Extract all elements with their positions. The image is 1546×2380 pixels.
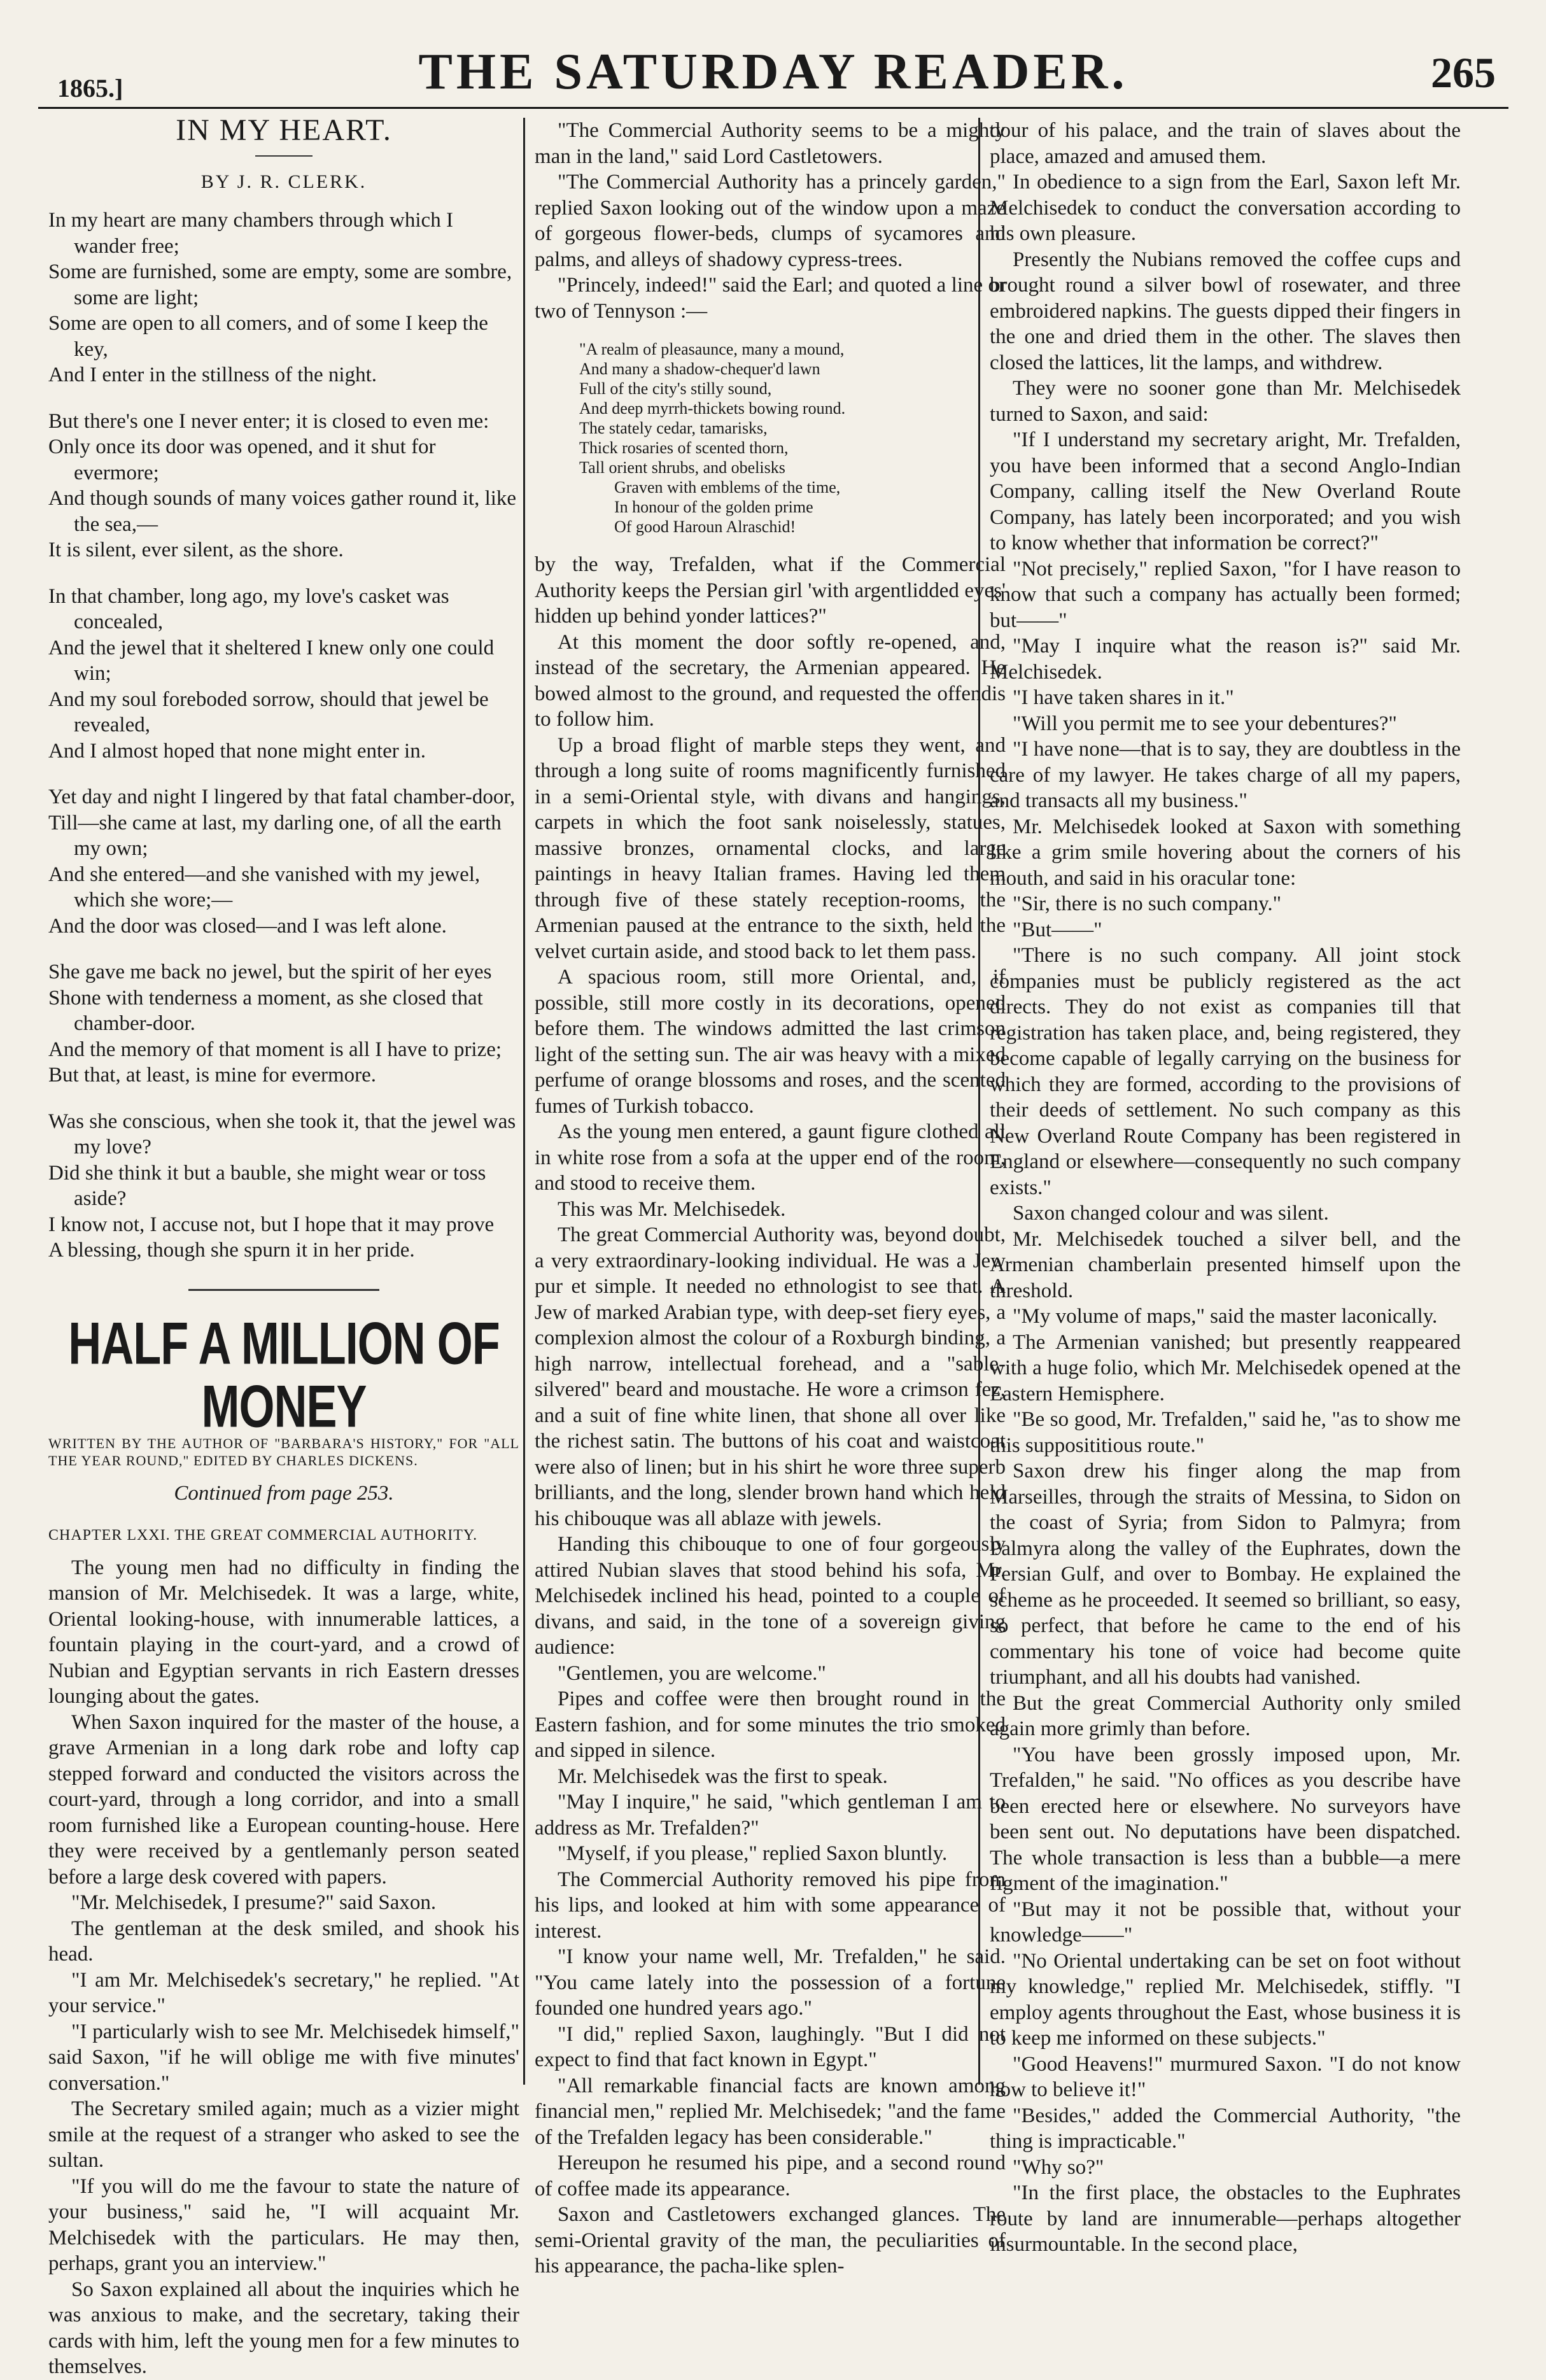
quote-line: Full of the city's stilly sound, <box>579 379 772 398</box>
paragraph: "Sir, there is no such company." <box>1013 892 1282 915</box>
paragraph: "I am Mr. Melchisedek's secretary," he replied. "At your service." <box>48 1968 519 2017</box>
continued-note: Continued from page 253. <box>174 1481 394 1505</box>
paragraph: "You have been grossly imposed upon, Mr. Trefalden," he said. "No offices as you describe have been erected here or elsewhere. No surveyors have been sent out. No deputations have been dispatched. The whole transaction is less than a bubble—a mere figment of the imagination." <box>990 1743 1461 1895</box>
paragraph: Up a broad flight of marble steps they went, and through a long suite of rooms magnificently furnished in a semi-Oriental style, with divans and hangings, carpets in which the foot sank noiselessly, statues, massive bronzes, ornamental clocks, and large paintings in heavy Italian frames. Having led them through five of these stately reception-rooms, the Armenian paused at the entrance to the sixth, held the velvet curtain aside, and stood back to let them pass. <box>535 733 1006 963</box>
poem-line: Did she think it but a bauble, she might wear or toss aside? <box>48 1161 486 1210</box>
quote-line: And deep myrrh-thickets bowing round. <box>579 399 846 418</box>
header-rule <box>38 107 1508 109</box>
paragraph: "I did," replied Saxon, laughingly. "But I did not expect to find that fact known in Egypt." <box>535 2022 1006 2071</box>
paragraph: As the young men entered, a gaunt figure clothed all in white rose from a sofa at the upper end of the room, and stood to receive them. <box>535 1120 1006 1195</box>
paragraph: "Mr. Melchisedek, I presume?" said Saxon. <box>71 1891 437 1914</box>
paragraph: A spacious room, still more Oriental, and, if possible, still more costly in its decorations, opened before them. The windows admitted the last crimson light of the setting sun. The air was heavy with a mixed perfume of orange blossoms and roses, and the scented fumes of Turkish tobacco. <box>535 966 1006 1118</box>
poem-stanza <box>48 409 519 563</box>
poem-line: Till—she came at last, my darling one, of all the earth my own; <box>48 811 502 860</box>
paragraph: "Why so?" <box>1013 2155 1104 2179</box>
poem-line: And my soul foreboded sorrow, should that jewel be revealed, <box>48 687 489 736</box>
paragraph: Saxon drew his finger along the map from Marseilles, through the straits of Messina, to Sidon on the coast of Syria; from Sidon to Palmyra; from Palmyra along the valley of the Euphrates, down the Persian Gulf, and over to Bombay. He explained the scheme as he proceeded. It seemed so brilliant, so easy, so perfect, that before he came to the end of his commentary his tone of voice had become quite triumphant, and all his doubts had vanished. <box>990 1460 1461 1689</box>
poem-line: But that, at least, is mine for evermore. <box>48 1064 377 1087</box>
paragraph: Handing this chibouque to one of four gorgeously attired Nubian slaves that stood behind his sofa, Mr. Melchisedek inclined his head, pointed to a couple of divans, and said, in the tone of a sovereign giving audience: <box>535 1533 1006 1659</box>
paragraph: They were no sooner gone than Mr. Melchisedek turned to Saxon, and said: <box>990 377 1461 426</box>
paragraph: The Armenian vanished; but presently reappeared with a huge folio, which Mr. Melchisedek opened at the Eastern Hemisphere. <box>990 1330 1461 1405</box>
page-number: 265 <box>1431 48 1496 97</box>
poem-line: And I enter in the stillness of the night. <box>48 363 377 386</box>
title-rule <box>255 155 313 157</box>
tennyson-quote <box>579 339 1006 537</box>
story-text-col2-a <box>535 118 1006 324</box>
quote-line: Of good Haroun Alraschid! <box>614 518 796 536</box>
paragraph: "May I inquire what the reason is?" said Mr. Melchisedek. <box>990 635 1461 684</box>
poem-line: And she entered—and she vanished with my jewel, which she wore;— <box>48 863 481 912</box>
paragraph: "I have none—that is to say, they are doubtless in the care of my lawyer. He takes charge of all my papers, and transacts all my business." <box>990 738 1461 812</box>
paragraph: But the great Commercial Authority only smiled again more grimly than before. <box>990 1691 1461 1740</box>
poem-line: She gave me back no jewel, but the spirit of her eyes <box>48 961 492 983</box>
year-label: 1865.] <box>57 74 123 102</box>
poem-line: And the door was closed—and I was left alone. <box>48 914 447 938</box>
quote-line: In honour of the golden prime <box>614 498 813 516</box>
paragraph: At this moment the door softly re-opened, and, instead of the secretary, the Armenian appeared. He bowed almost to the ground, and requested the offendis to follow him. <box>535 630 1006 731</box>
paragraph: In obedience to a sign from the Earl, Saxon left Mr. Melchisedek to conduct the conversation according to his own pleasure. <box>990 171 1461 245</box>
poem-line: I know not, I accuse not, but I hope that it may prove <box>48 1213 495 1236</box>
poem-line: Only once its door was opened, and it shut for evermore; <box>48 435 436 484</box>
quote-line: Thick rosaries of scented thorn, <box>579 439 789 457</box>
paragraph: "Will you permit me to see your debentures?" <box>1013 712 1397 735</box>
paragraph: The gentleman at the desk smiled, and shook his head. <box>48 1917 519 1966</box>
paragraph: Hereupon he resumed his pipe, and a second round of coffee made its appearance. <box>535 2151 1006 2200</box>
paragraph: Presently the Nubians removed the coffee cups and brought round a silver bowl of rosewater, and three embroidered napkins. The guests dipped their fingers in the one and dried them in the other. The slaves then closed the lattices, lit the lamps, and withdrew. <box>990 248 1461 374</box>
paragraph: "Not precisely," replied Saxon, "for I have reason to know that such a company has actually been formed; but——" <box>990 557 1461 632</box>
paragraph: The great Commercial Authority was, beyond doubt, a very extraordinary-looking individual. He was a Jew pur et simple. It needed no ethnologist to see that. A Jew of marked Arabian type, with deep-set fiery eyes, a complexion almost the colour of a Roxburgh binding, a high narrow, intellectual forehead, and a "sable-silvered" beard and moustache. He wore a crimson fez, and a suit of fine white linen, that shone all over like the richest satin. The buttons of his coat and waistcoat were also of linen; but in his shirt he wore three superb brilliants, and the long, slender brown hand which held his chibouque was all ablaze with jewels. <box>535 1223 1006 1530</box>
poem-title: IN MY HEART. <box>176 113 392 147</box>
poem-line: And I almost hoped that none might enter in. <box>48 739 426 763</box>
poem-line: Some are furnished, some are empty, some are sombre, some are light; <box>48 260 512 309</box>
masthead: THE SATURDAY READER. <box>418 44 1128 100</box>
paragraph: "I know your name well, Mr. Trefalden," he said. "You came lately into the possession of a fortune founded one hundred years ago." <box>535 1945 1006 2020</box>
poem-line: In my heart are many chambers through which I wander free; <box>48 209 453 258</box>
poem-line: And though sounds of many voices gather round it, like the sea,— <box>48 487 517 536</box>
paragraph: "If I understand my secretary aright, Mr. Trefalden, you have been informed that a second Anglo-Indian Company, calling itself the New Overland Route Company, has lately been incorporated; and you wish to know whether that information be correct?" <box>990 428 1461 554</box>
poem-line: Was she conscious, when she took it, that the jewel was my love? <box>48 1109 516 1158</box>
quote-line: Graven with emblems of the time, <box>614 478 841 496</box>
poem-line: A blessing, though she spurn it in her pride. <box>48 1239 415 1262</box>
paragraph: "Princely, indeed!" said the Earl; and quoted a line or two of Tennyson :— <box>535 274 1006 323</box>
quote-line: Tall orient shrubs, and obelisks <box>579 458 785 477</box>
paragraph: Saxon changed colour and was silent. <box>1013 1202 1329 1225</box>
poem-stanza <box>48 784 519 939</box>
paragraph: "Good Heavens!" murmured Saxon. "I do not know how to believe it!" <box>990 2052 1461 2101</box>
paragraph: "Myself, if you please," replied Saxon bluntly. <box>558 1842 948 1865</box>
paragraph: "My volume of maps," said the master laconically. <box>1013 1305 1438 1328</box>
paragraph: "May I inquire," he said, "which gentleman I am to address as Mr. Trefalden?" <box>535 1791 1006 1840</box>
poem-byline: BY J. R. CLERK. <box>200 171 367 192</box>
paragraph: by the way, Trefalden, what if the Commercial Authority keeps the Persian girl 'with argentlidded eyes' hidden up behind yonder lattices?" <box>535 553 1006 628</box>
poem-line: And the memory of that moment is all I have to prize; <box>48 1038 502 1061</box>
poem-body <box>48 208 519 1264</box>
paragraph: Mr. Melchisedek was the first to speak. <box>558 1764 888 1788</box>
column-3 <box>990 118 1461 2258</box>
poem-line: Yet day and night I lingered by that fatal chamber-door, <box>48 785 516 808</box>
paragraph: "Gentlemen, you are welcome." <box>558 1661 826 1685</box>
story-text-col1 <box>48 1555 519 2380</box>
paragraph: dour of his palace, and the train of slaves about the place, amazed and amused them. <box>990 119 1461 168</box>
column-rule <box>523 118 525 2085</box>
poem-line: Some are open to all comers, and of some I keep the key, <box>48 312 488 361</box>
paragraph: "All remarkable financial facts are known among financial men," replied Mr. Melchisedek; "and the fame of the Trefalden legacy has been considerable." <box>535 2074 1006 2149</box>
paragraph: Mr. Melchisedek touched a silver bell, and the Armenian chamberlain presented himself upon the threshold. <box>990 1227 1461 1302</box>
page-header <box>38 13 1508 108</box>
story-credit: WRITTEN BY THE AUTHOR OF "BARBARA'S HISTORY," FOR "ALL THE YEAR ROUND," EDITED BY CHARLES DICKENS. <box>48 1435 519 1468</box>
quote-line: And many a shadow-chequer'd lawn <box>579 360 820 378</box>
poem-line: Shone with tenderness a moment, as she closed that chamber-door. <box>48 986 483 1035</box>
paragraph: "Be so good, Mr. Trefalden," said he, "as to show me this supposititious route." <box>990 1408 1461 1457</box>
paragraph: "Besides," added the Commercial Authority, "the thing is impracticable." <box>990 2104 1461 2153</box>
story-text-col3 <box>990 118 1461 2258</box>
paragraph: Mr. Melchisedek looked at Saxon with something like a grim smile hovering about the corners of his mouth, and said in his oracular tone: <box>990 815 1461 890</box>
paragraph: The Commercial Authority removed his pipe from his lips, and looked at him with some appearance of interest. <box>535 1868 1006 1943</box>
paragraph: "I have taken shares in it." <box>1013 686 1234 709</box>
paragraph: "I particularly wish to see Mr. Melchisedek himself," said Saxon, "if he will oblige me with five minutes' conversation." <box>48 2020 519 2095</box>
paragraph: The Secretary smiled again; much as a vizier might smile at the request of a stranger who asked to see the sultan. <box>48 2097 519 2172</box>
poem-stanza <box>48 584 519 764</box>
paragraph: When Saxon inquired for the master of the house, a grave Armenian in a long dark robe and lofty cap stepped forward and conducted the visitors across the court-yard, through a long corridor, and into a small room furnished like a European counting-house. Here they were received by a gentlemanly person seated before a large desk covered with papers. <box>48 1710 519 1889</box>
paragraph: So Saxon explained all about the inquiries which he was anxious to make, and the secretary, taking their cards with him, left the young men for a few minutes to themselves. <box>48 2278 519 2378</box>
chapter-heading: CHAPTER LXXI. THE GREAT COMMERCIAL AUTHORITY. <box>48 1527 478 1544</box>
poem-line: But there's one I never enter; it is closed to even me: <box>48 409 489 433</box>
story-title: HALF A MILLION OF MONEY <box>68 1310 500 1440</box>
quote-line: The stately cedar, tamarisks, <box>579 419 768 437</box>
section-divider <box>188 1289 379 1291</box>
paragraph: Pipes and coffee were then brought round in the Eastern fashion, and for some minutes the trio smoked and sipped in silence. <box>535 1687 1006 1762</box>
paragraph: "But——" <box>1013 918 1102 941</box>
poem-stanza <box>48 959 519 1088</box>
column-1 <box>48 113 519 2380</box>
paragraph: "No Oriental undertaking can be set on foot without my knowledge," replied Mr. Melchisedek, stiffly. "I employ agents throughout the East, whose business it is to keep me informed on these subjects." <box>990 1949 1461 2050</box>
poem-line: In that chamber, long ago, my love's casket was concealed, <box>48 584 449 633</box>
paragraph: The young men had no difficulty in finding the mansion of Mr. Melchisedek. It was a large, white, Oriental looking-house, with innumerable lattices, a fountain playing in the court-yard, and a crowd of Nubian and Egyptian servants in rich Eastern dresses lounging about the gates. <box>48 1556 519 1708</box>
paragraph: Saxon and Castletowers exchanged glances. The semi-Oriental gravity of the man, the peculiarities of his appearance, the pacha-like splen- <box>535 2203 1006 2278</box>
poem-stanza <box>48 1109 519 1264</box>
paragraph: "If you will do me the favour to state the nature of your business," said he, "I will acquaint Mr. Melchisedek with the particulars. He may then, perhaps, grant you an interview." <box>48 2174 519 2275</box>
poem-stanza <box>48 208 519 388</box>
poem-line: It is silent, ever silent, as the shore. <box>48 539 344 561</box>
paragraph: This was Mr. Melchisedek. <box>558 1197 786 1221</box>
story-text-col2-b <box>535 552 1006 2279</box>
paragraph: "In the first place, the obstacles to the Euphrates route by land are innumerable—perhaps altogether insurmountable. In the second place, <box>990 2181 1461 2256</box>
column-2 <box>535 118 1006 2279</box>
paragraph: "The Commercial Authority seems to be a mighty man in the land," said Lord Castletowers. <box>535 119 1006 168</box>
paragraph: "The Commercial Authority has a princely garden," replied Saxon looking out of the window upon a maze of gorgeous flower-beds, clumps of sycamores and palms, and alleys of shadowy cypress-trees. <box>535 171 1006 271</box>
paragraph: "There is no such company. All joint stock companies must be publicly registered as the act directs. They do not exist as companies till that registration has taken place, and, being registered, they become capable of legally carrying on the business for which they are formed, according to the provisions of their deeds of settlement. No such company as this New Overland Route Company has been registered in England or elsewhere—consequently no such company exists." <box>990 944 1461 1199</box>
poem-line: And the jewel that it sheltered I knew only one could win; <box>48 636 495 685</box>
quote-line: "A realm of pleasaunce, many a mound, <box>579 340 845 358</box>
paragraph: "But may it not be possible that, without your knowledge——" <box>990 1898 1461 1947</box>
